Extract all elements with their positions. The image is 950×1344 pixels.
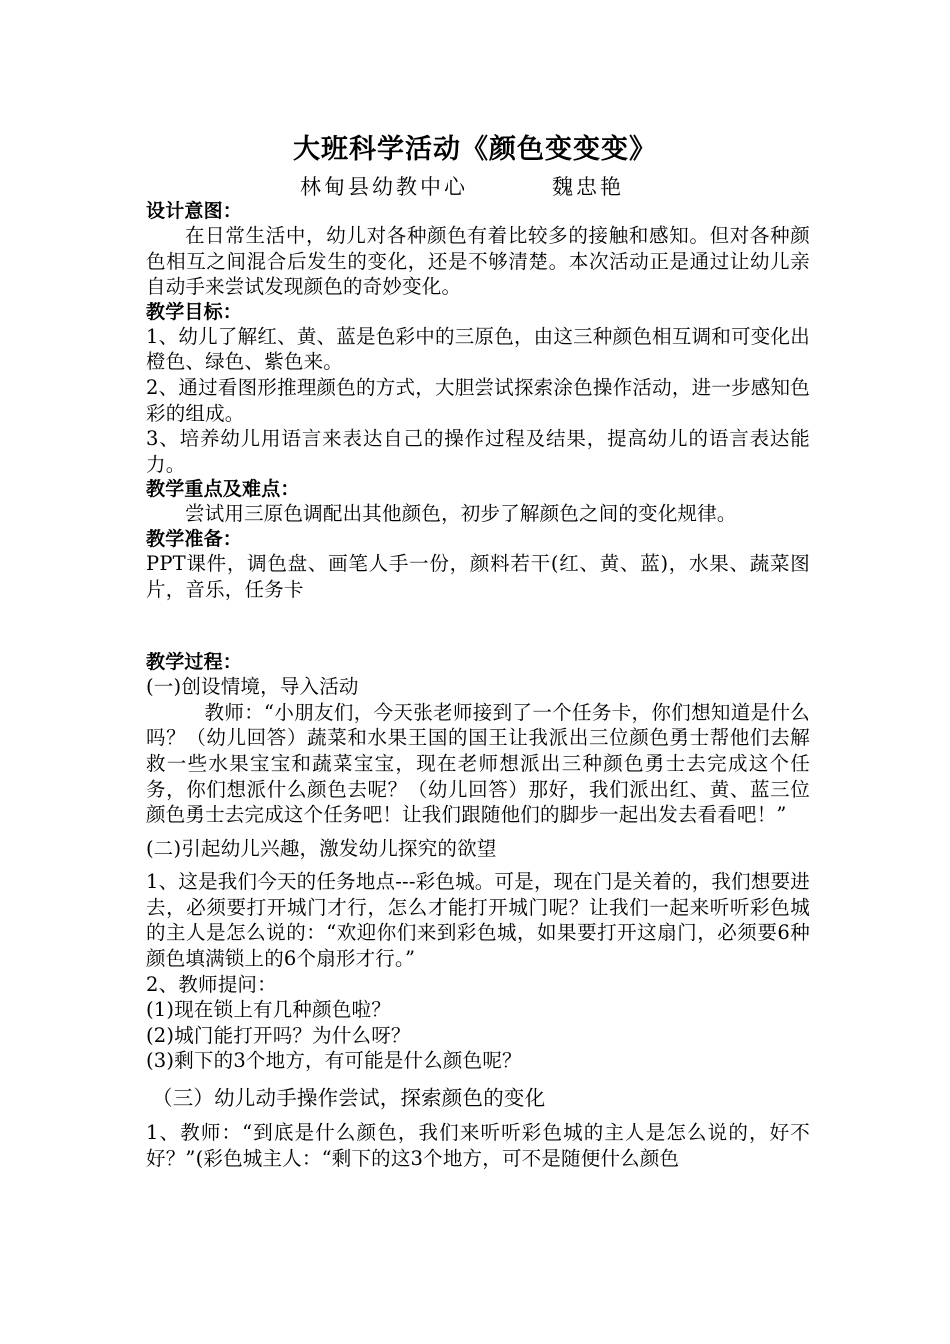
process-part1-title: (一)创设情境，导入活动 [146,675,359,699]
process-part3-title: （三）幼儿动手操作尝试，探索颜色的变化 [152,1086,546,1111]
key-points-text: 尝试用三原色调配出其他颜色，初步了解颜色之间的变化规律。 [185,502,737,526]
blank-spacer [146,602,810,650]
process-part3-item1: 1、教师：“到底是什么颜色，我们来听听彩色城的主人是怎么说的，好不好？”(彩色城主人：“剩下的这3个地方，可不是随便什么颜色 [146,1121,810,1170]
spacer [146,1112,810,1120]
process-question-1: (1)现在锁上有几种颜色啦？ [146,998,391,1022]
preparation-heading: 教学准备： [146,527,243,550]
process-question-3: (3)剩下的3个地方，有可能是什么颜色呢？ [146,1049,522,1073]
design-intent-text: 在日常生活中，幼儿对各种颜色有着比较多的接触和感知。但对各种颜色相互之间混合后发生的变化，还是不够清楚。本次活动正是通过让幼儿亲自动手来尝试发现颜色的奇妙变化。 [146,224,810,299]
key-points-heading: 教学重点及难点： [146,478,300,501]
process-part2-title: (二)引起幼儿兴趣，激发幼儿探究的欲望 [146,836,497,860]
preparation-text: PPT课件，调色盘、画笔人手一份，颜料若干(红、黄、蓝)，水果、蔬菜图片，音乐，任务卡 [146,551,810,601]
goals-heading: 教学目标： [146,300,243,323]
process-heading: 教学过程： [146,651,243,674]
goal-item-3: 3、培养幼儿用语言来表达自己的操作过程及结果，提高幼儿的语言表达能力。 [146,427,810,476]
process-part2-item2: 2、教师提问： [146,972,277,996]
spacer [146,828,810,836]
document-body [146,199,810,1171]
design-intent-heading: 设计意图： [146,200,243,222]
document-title: 大班科学活动《颜色变变变》 [293,134,657,165]
goal-item-2: 2、通过看图形推理颜色的方式，大胆尝试探索涂色操作活动，进一步感知色彩的组成。 [146,375,810,425]
spacer [146,1074,810,1084]
process-part1-text: 教师：“小朋友们，今天张老师接到了一个任务卡，你们想知道是什么吗？（幼儿回答）蔬菜和水果王国的国王让我派出三位颜色勇士帮他们去解救一些水果宝宝和蔬菜宝宝，现在老师想派出三种颜色勇士去完成这个任务，你们想派什么颜色去呢？（幼儿回答）那好，我们派出红、黄、蓝三位颜色勇士去完成这个任务吧！让我们跟随他们的脚步一起出发去看看吧！” [146,700,810,827]
process-part2-item1: 1、这是我们今天的任务地点---彩色城。可是，现在门是关着的，我们想要进去，必须要打开城门才行，怎么才能打开城门呢？让我们一起来听听彩色城的主人是怎么说的：“欢迎你们来到彩色城，如果要打开这扇门，必须要6种颜色填满锁上的6个扇形才行。” [146,870,810,971]
spacer [146,861,810,869]
author-organization: 林甸县幼教中心 [300,175,468,199]
process-question-2: (2)城门能打开吗？为什么呀？ [146,1023,411,1047]
goal-item-1: 1、幼儿了解红、黄、蓝是色彩中的三原色，由这三种颜色相互调和可变化出橙色、绿色、紫色来。 [146,324,810,374]
author-name: 魏忠艳 [552,175,624,199]
